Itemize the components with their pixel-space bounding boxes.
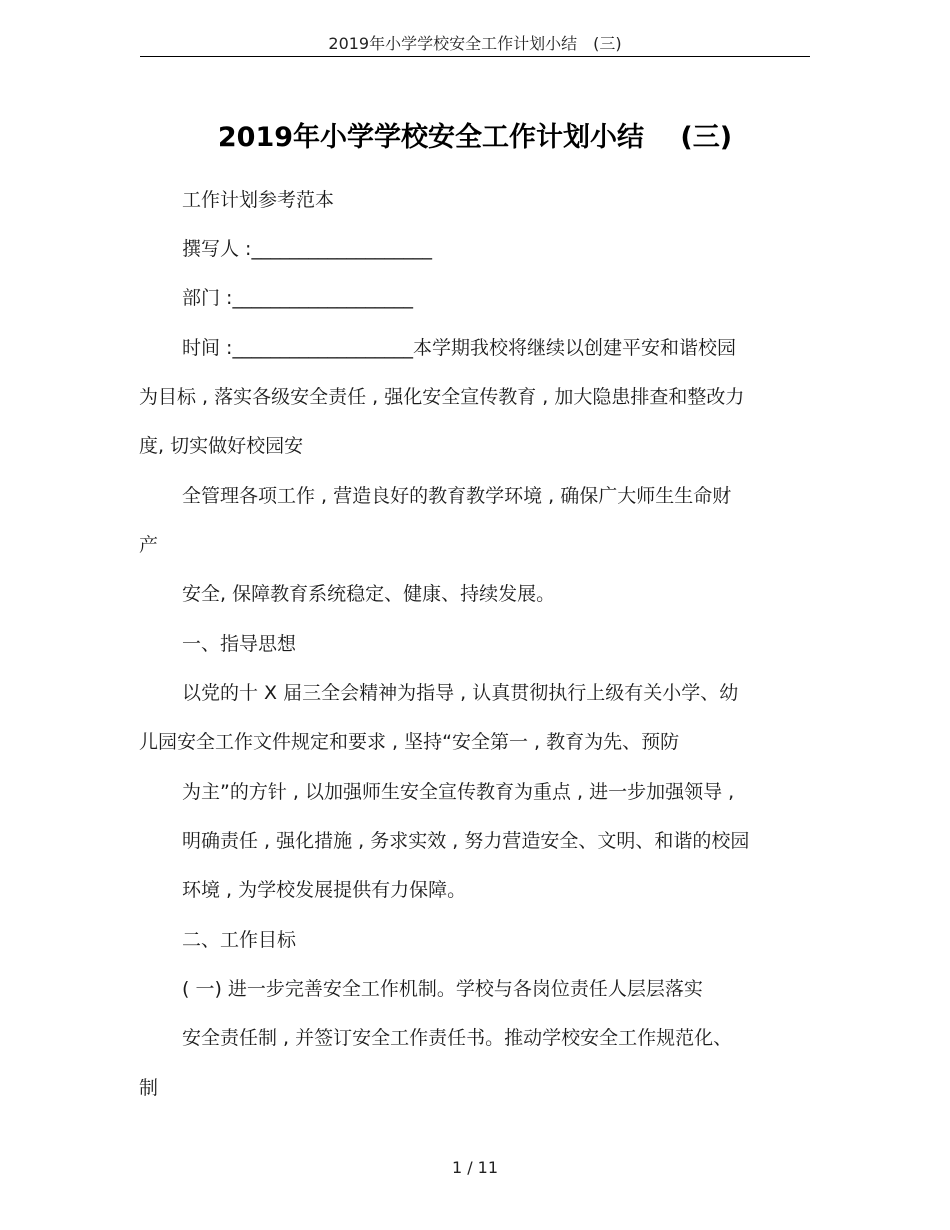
- body-line: 全管理各项工作 , 营造良好的教育教学环境 , 确保广大师生生命财: [182, 485, 732, 507]
- body-line: 安全责任制 , 并签订安全工作责任书。推动学校安全工作规范化、: [182, 1027, 733, 1049]
- body-line-reference-template: 工作计划参考范本: [182, 189, 335, 211]
- body-line: 为主”的方针 , 以加强师生安全宣传教育为重点 , 进一步加强领导 ,: [182, 781, 735, 803]
- body-line: 产: [139, 534, 159, 556]
- body-line-department: 部门 :___________________: [182, 287, 413, 309]
- body-line: 制: [139, 1077, 159, 1099]
- section-heading-guiding-ideology: 一、指导思想: [182, 633, 297, 655]
- header-rule: [140, 56, 810, 57]
- body-line: 环境 , 为学校发展提供有力保障。: [182, 879, 467, 901]
- body-line: 度, 切实做好校园安: [139, 435, 304, 457]
- section-heading-work-goals: 二、工作目标: [182, 929, 297, 951]
- running-header: 2019年小学学校安全工作计划小结 (三): [328, 34, 622, 53]
- document-title: 2019年小学学校安全工作计划小结 (三): [217, 122, 733, 153]
- body-line: 以党的十 X 届三全会精神为指导 , 认真贯彻执行上级有关小学、幼: [182, 682, 739, 704]
- body-line: 明确责任 , 强化措施 , 务求实效 , 努力营造安全、文明、和谐的校园: [182, 830, 750, 852]
- body-line-author: 撰写人 :___________________: [182, 238, 432, 260]
- body-line: 为目标 , 落实各级安全责任 , 强化安全宣传教育 , 加大隐患排查和整改力: [139, 386, 745, 408]
- page-number: 1 / 11: [451, 1158, 499, 1177]
- body-line: ( 一) 进一步完善安全工作机制。学校与各岗位责任人层层落实: [182, 978, 703, 1000]
- body-line-time: 时间 :___________________本学期我校将继续以创建平安和谐校园: [182, 337, 736, 359]
- body-line: 安全, 保障教育系统稳定、健康、持续发展。: [182, 583, 556, 605]
- body-line: 儿园安全工作文件规定和要求 , 坚持“安全第一 , 教育为先、预防: [139, 731, 680, 753]
